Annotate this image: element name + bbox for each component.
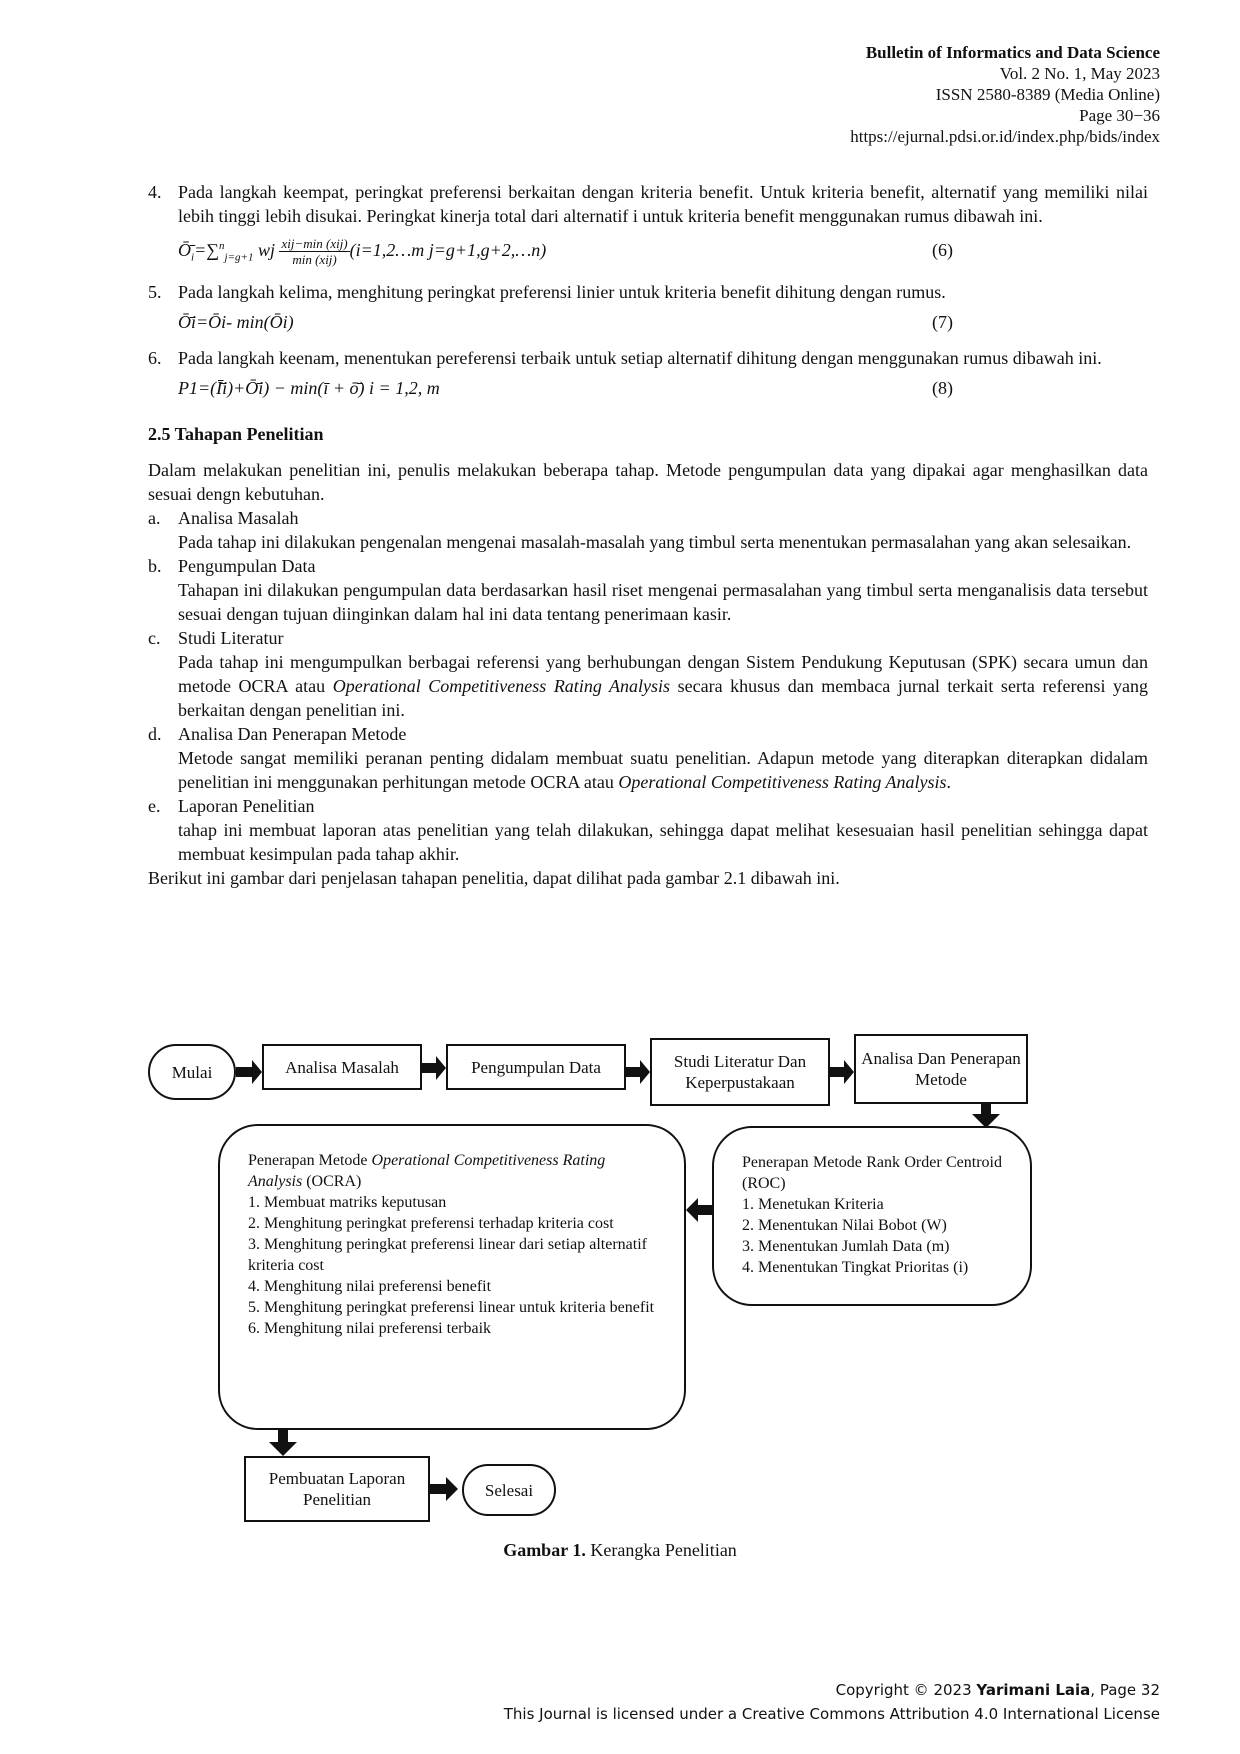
arrow-right-icon [830, 1060, 854, 1084]
list-item-body: Pada tahap ini dilakukan pengenalan mengenai masalah-masalah yang timbul serta menentukan permasalahan yang akan selesaikan. [178, 532, 1132, 552]
step-number: 5. [148, 282, 162, 302]
ocra-item: 6. Menghitung nilai preferensi terbaik [248, 1320, 492, 1337]
list-item-title: Pengumpulan Data [178, 556, 316, 576]
list-item-title: Analisa Masalah [178, 508, 299, 528]
journal-issn: ISSN 2580-8389 (Media Online) [935, 85, 1160, 104]
equation-6-fraction: $\frac{\text{xij−min (xij)}}{\text{min (xij)}}$ [281, 236, 348, 268]
flow-pembuatan-laporan: Pembuatan Laporan Penelitian [244, 1456, 430, 1522]
flow-analisa-penerapan: Analisa Dan Penerapan Metode [854, 1034, 1028, 1104]
equation-6-tail: (i=1,2…m j=g+1,g+2,…n) [349, 240, 547, 260]
arrow-right-icon [236, 1060, 262, 1084]
step-text: Pada langkah kelima, menghitung peringkat preferensi linier untuk kriteria benefit dihitung dengan rumus. [178, 282, 946, 302]
flow-start: Mulai [148, 1044, 236, 1100]
roc-title: Penerapan Metode Rank Order Centroid (ROC) [742, 1154, 1002, 1192]
roc-item: 1. Menetukan Kriteria [742, 1196, 884, 1213]
step-number: 4. [148, 182, 162, 202]
list-item-title: Studi Literatur [178, 628, 284, 648]
ocra-item: 3. Menghitung peringkat preferensi linear dari setiap alternatif kriteria cost [248, 1236, 647, 1274]
equation-6-expression: $Ō̄_i=\sum^n_{j=g+1}$ wj $\frac{\text{xij−min (xij)}}{\text{min (xij)}}$ (i=1,2…m j=g+1,g+2,…n) [178, 236, 547, 268]
arrow-left-icon [686, 1198, 712, 1222]
figure-caption: Gambar 1. Kerangka Penelitian [503, 1540, 737, 1560]
section-intro: Dalam melakukan penelitian ini, penulis melakukan beberapa tahap. Metode pengumpulan data yang dipakai agar menghasilkan data sesuai dengn kebutuhan. [148, 460, 1148, 504]
roc-item: 4. Menentukan Tingkat Prioritas (i) [742, 1259, 969, 1276]
arrow-right-icon [422, 1056, 446, 1080]
equation-8-expression: P1=(Ī̄i)+Ō̄i) − min(ī + ō̄) i = 1,2, m [178, 378, 440, 398]
journal-title: Bulletin of Informatics and Data Science [865, 43, 1160, 62]
equation-8-number: (8) [932, 378, 953, 398]
list-item-title: Analisa Dan Penerapan Metode [178, 724, 407, 744]
copyright-line: Copyright © 2023 Yarimani Laia, Page 32 [835, 1681, 1160, 1699]
journal-pages: Page 30−36 [1079, 106, 1160, 125]
equation-7-expression: Ō̄i=Ōi- min(Ōi) [178, 312, 294, 332]
list-item-title: Laporan Penelitian [178, 796, 315, 816]
arrow-down-icon [972, 1104, 1000, 1128]
ocra-item: 1. Membuat matriks keputusan [248, 1194, 447, 1211]
list-item-body: tahap ini membuat laporan atas penelitian yang telah dilakukan, sehingga dapat melihat kesesuaian hasil penelitian sehingga dapat membuat kesimpulan pada tahap akhir. [178, 820, 1148, 864]
journal-url[interactable]: https://ejurnal.pdsi.or.id/index.php/bids/index [850, 127, 1160, 146]
list-item: e. Laporan Penelitian tahap ini membuat laporan atas penelitian yang telah dilakukan, sehingga dapat melihat kesesuaian hasil penelitian sehingga dapat membuat kesimpulan pada tahap akhir. [148, 796, 1148, 864]
arrow-down-icon [269, 1430, 297, 1456]
ocra-item: 2. Menghitung peringkat preferensi terhadap kriteria cost [248, 1215, 614, 1232]
roc-item: 2. Menentukan Nilai Bobot (W) [742, 1217, 947, 1234]
step-number: 6. [148, 348, 162, 368]
flow-analisa-masalah: Analisa Masalah [262, 1044, 422, 1090]
list-item: c. Studi Literatur Pada tahap ini mengumpulkan berbagai referensi yang berhubungan dengan Sistem Pendukung Keputusan (SPK) secara umun dan metode OCRA atau Operational Competitiveness Rating Analysis secara khusus dan membaca jurnal terkait serta referensi yang berkaitan dengan penelitian ini. [148, 628, 1148, 720]
section-title: 2.5 Tahapan Penelitian [148, 424, 324, 444]
list-item: d. Analisa Dan Penerapan Metode Metode sangat memiliki peranan penting didalam membuat suatu penelitian. Adapun metode yang diterapkan diterapkan didalam penelitian ini menggunakan perhitungan metode OCRA atau Operational Competitiveness Rating Analysis. [148, 724, 1148, 792]
list-item: b. Pengumpulan Data Tahapan ini dilakukan pengumpulan data berdasarkan hasil riset mengenai permasalahan yang timbul serta menganalisis data tersebut sesuai dengan tujuan diinginkan dalam hal ini data tentang penerimaan kasir. [148, 556, 1148, 624]
equation-7-number: (7) [932, 312, 953, 332]
list-item-body: Metode sangat memiliki peranan penting didalam membuat suatu penelitian. Adapun metode yang diterapkan diterapkan didalam penelitian ini menggunakan perhitungan metode OCRA atau Operational Competitiveness Rating Analysis. [178, 748, 1148, 792]
section-outro: Berikut ini gambar dari penjelasan tahapan penelitia, dapat dilihat pada gambar 2.1 dibawah ini. [148, 868, 840, 888]
flow-end: Selesai [462, 1464, 556, 1516]
license-line[interactable]: This Journal is licensed under a Creative Commons Attribution 4.0 International License [503, 1705, 1160, 1723]
arrow-right-icon [430, 1477, 458, 1501]
step-text: Pada langkah keempat, peringkat preferensi berkaitan dengan kriteria benefit. Untuk kriteria benefit, alternatif yang memiliki nilai lebih tinggi lebih disukai. Peringkat kinerja total dari alternatif i untuk kriteria benefit menggunakan rumus dibawah ini. [178, 182, 1148, 226]
flow-studi-literatur: Studi Literatur Dan Keperpustakaan [650, 1038, 830, 1106]
ocra-title: Penerapan Metode Operational Competitiveness Rating Analysis (OCRA) [248, 1152, 606, 1190]
journal-volume: Vol. 2 No. 1, May 2023 [999, 64, 1160, 83]
flow-pengumpulan-data: Pengumpulan Data [446, 1044, 626, 1090]
page-footer [504, 1678, 1160, 1726]
list-item-body: Tahapan ini dilakukan pengumpulan data berdasarkan hasil riset mengenai permasalahan yang timbul serta menganalisis data tersebut sesuai dengan tujuan diinginkan dalam hal ini data tentang penerimaan kasir. [178, 580, 1148, 624]
step-text: Pada langkah keenam, menentukan pereferensi terbaik untuk setiap alternatif dihitung dengan menggunakan rumus dibawah ini. [178, 348, 1102, 368]
list-item: a. Analisa Masalah Pada tahap ini dilakukan pengenalan mengenai masalah-masalah yang timbul serta menentukan permasalahan yang akan selesaikan. [148, 506, 1148, 554]
roc-item: 3. Menentukan Jumlah Data (m) [742, 1238, 950, 1255]
ocra-item: 4. Menghitung nilai preferensi benefit [248, 1278, 492, 1295]
equation-6-number: (6) [932, 240, 953, 260]
list-item-body: Pada tahap ini mengumpulkan berbagai referensi yang berhubungan dengan Sistem Pendukung Keputusan (SPK) secara umun dan metode OCRA atau Operational Competitiveness Rating Analysis secara khusus dan membaca jurnal terkait serta referensi yang berkaitan dengan penelitian ini. [178, 652, 1148, 720]
ocra-item: 5. Menghitung peringkat preferensi linear untuk kriteria benefit [248, 1299, 655, 1316]
arrow-right-icon [626, 1060, 650, 1084]
